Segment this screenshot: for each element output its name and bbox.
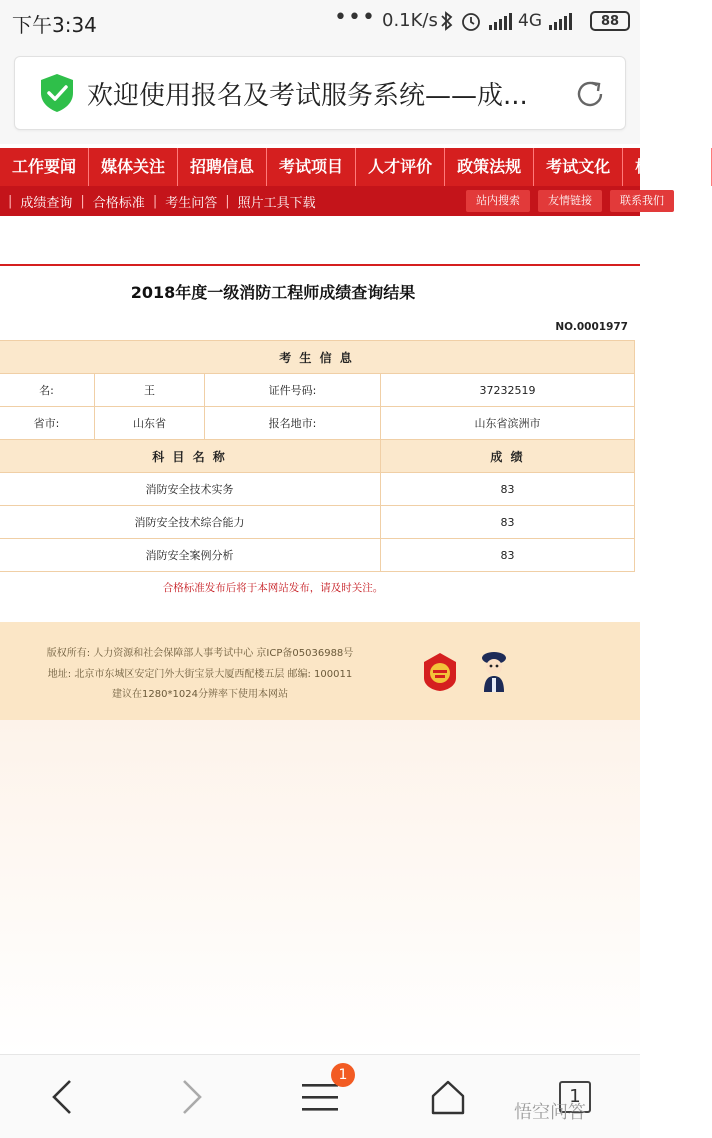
page-title[interactable]: 欢迎使用报名及考试服务系统——成... (87, 81, 528, 111)
signal-icon (488, 12, 512, 30)
home-icon (430, 1079, 466, 1115)
back-icon (48, 1077, 76, 1117)
result-title: 2018年度一级消防工程师成绩查询结果 (130, 283, 416, 302)
sub-nav (0, 186, 664, 216)
nav-separator: | (80, 193, 85, 209)
sub-nav-buttons (466, 190, 674, 212)
police-icon[interactable] (476, 650, 512, 694)
name-label: 名: (0, 374, 95, 407)
sub-nav-links (8, 186, 324, 216)
subject-score: 83 (381, 539, 635, 572)
home-button[interactable] (426, 1075, 470, 1119)
bluetooth-icon (440, 11, 454, 31)
main-nav (0, 148, 700, 186)
nav-item[interactable]: 考试文化 (534, 148, 623, 186)
score-header: 成 绩 (381, 440, 635, 473)
battery-indicator: 88 (590, 11, 630, 31)
network-type: 4G (518, 11, 542, 31)
exam-city-label: 报名地市: (205, 407, 381, 440)
footer-address: 地址: 北京市东城区安定门外大街宝景大厦西配楼五层 邮编: 100011 (47, 669, 353, 680)
forward-button[interactable] (170, 1075, 214, 1119)
table-row (0, 473, 635, 506)
menu-icon (302, 1082, 338, 1112)
status-icons (440, 8, 572, 34)
table-row (0, 440, 635, 473)
province-value: 山东省 (95, 407, 205, 440)
nav-item[interactable]: 媒体关注 (89, 148, 178, 186)
nav-item[interactable]: 工作要闻 (0, 148, 89, 186)
site-search-button[interactable]: 站内搜索 (466, 190, 530, 212)
nav-separator: | (152, 193, 158, 209)
pass-standard-notice: 合格标准发布后将于本网站发布，请及时关注。 (162, 582, 384, 594)
nav-item[interactable]: 招聘信息 (178, 148, 267, 186)
table-row (0, 407, 635, 440)
candidate-info-header: 考 生 信 息 (0, 341, 635, 374)
alarm-icon (460, 10, 482, 32)
back-button[interactable] (40, 1075, 84, 1119)
nav-item[interactable]: 机构介绍 (623, 148, 712, 186)
site-footer (0, 622, 640, 720)
table-row (0, 506, 635, 539)
status-speed: 0.1K/s (382, 10, 438, 31)
address-bar[interactable] (14, 56, 626, 130)
shield-check-icon (39, 73, 75, 113)
browser-bottom-bar (0, 1054, 640, 1138)
nav-item[interactable]: 政策法规 (445, 148, 534, 186)
footer-copyright: 版权所有: 人力资源和社会保障部人事考试中心 京ICP备05036988号 (46, 648, 354, 659)
browser-toolbar (0, 44, 640, 144)
status-bar (0, 0, 640, 44)
score-table (0, 340, 635, 572)
subject-name: 消防安全技术实务 (0, 473, 381, 506)
subject-score: 83 (381, 506, 635, 539)
sub-nav-photo-tool[interactable]: 照片工具下载 (237, 195, 316, 211)
nav-item[interactable]: 考试项目 (267, 148, 356, 186)
signal-icon (548, 12, 572, 30)
id-label: 证件号码: (205, 374, 381, 407)
friend-links-button[interactable]: 友情链接 (538, 190, 602, 212)
nav-separator: | (8, 193, 13, 209)
watermark-text: 悟空问答 (514, 1102, 586, 1123)
emblem-icon[interactable] (422, 652, 458, 692)
tabs-icon: 1 (559, 1081, 591, 1113)
notification-badge: 1 (331, 1063, 355, 1087)
content-divider (0, 264, 640, 266)
contact-button[interactable]: 联系我们 (610, 190, 674, 212)
page-blank-area (0, 720, 640, 1054)
forward-icon (178, 1077, 206, 1117)
certificate-number: NO.0001977 (555, 321, 628, 333)
subject-score: 83 (381, 473, 635, 506)
status-dots: ••• (334, 5, 376, 30)
sub-nav-faq[interactable]: 考生问答 (165, 195, 218, 211)
table-row (0, 341, 635, 374)
nav-separator: | (225, 193, 230, 209)
subject-name: 消防安全技术综合能力 (0, 506, 381, 539)
subject-name: 消防安全案例分析 (0, 539, 381, 572)
nav-item[interactable]: 人才评价 (356, 148, 445, 186)
sub-nav-score-query[interactable]: 成绩查询 (20, 195, 73, 211)
footer-resolution-note: 建议在1280*1024分辨率下使用本网站 (112, 689, 288, 700)
id-value: 37232519 (381, 374, 635, 407)
province-label: 省市: (0, 407, 95, 440)
status-time: 下午3:34 (12, 13, 97, 37)
subject-header: 科 目 名 称 (0, 440, 381, 473)
reload-icon[interactable] (573, 77, 607, 111)
table-row (0, 539, 635, 572)
table-row (0, 374, 635, 407)
exam-city-value: 山东省滨洲市 (381, 407, 635, 440)
sub-nav-pass-standard[interactable]: 合格标准 (92, 195, 145, 211)
name-value: 王 (95, 374, 205, 407)
